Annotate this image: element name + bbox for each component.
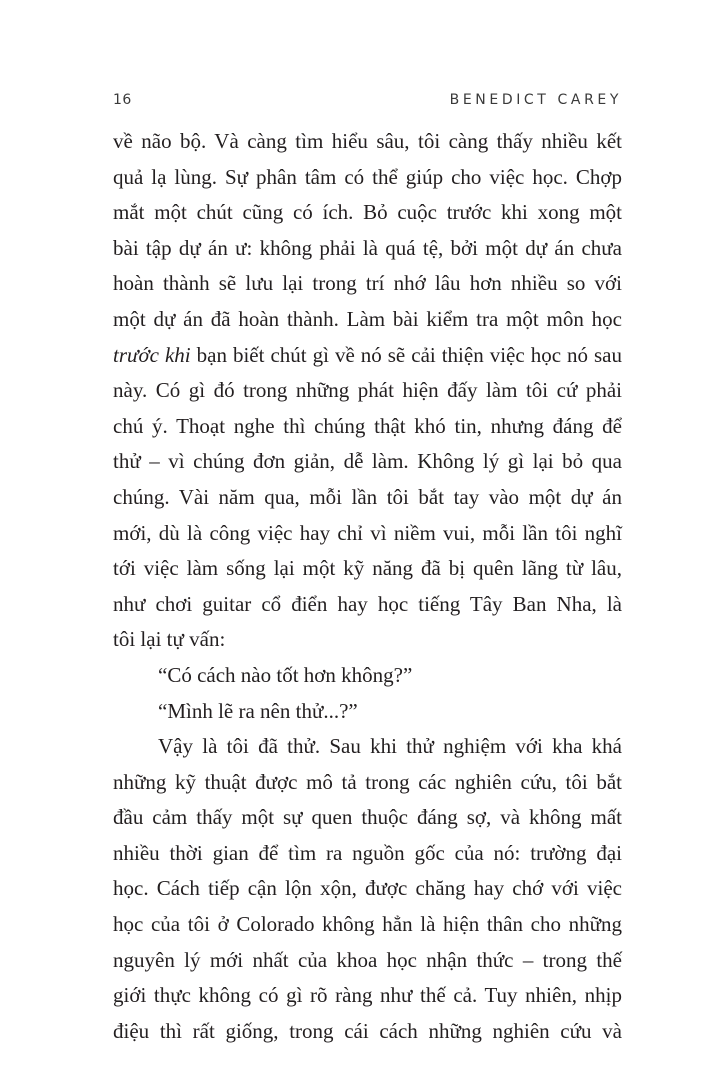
- text-line: điệu thì rất giống, trong cái cách những nghiên cứu và: [113, 1018, 622, 1043]
- running-head-author: BENEDICT CAREY: [449, 92, 622, 108]
- paragraph: [113, 124, 622, 658]
- text-line: bài tập dự án ư: không phải là quá tệ, bởi một dự án chưa: [113, 235, 622, 260]
- text-line: chú ý. Thoạt nghe thì chúng thật khó tin, nhưng đáng để: [113, 413, 622, 438]
- quote-line: “Mình lẽ ra nên thử...?”: [158, 698, 358, 723]
- text-line: nhiều thời gian để tìm ra nguồn gốc của nó: trường đại: [113, 840, 622, 865]
- text-line: về não bộ. Và càng tìm hiểu sâu, tôi càng thấy nhiều kết: [113, 129, 622, 153]
- text-line: mới, dù là công việc hay chỉ vì niềm vui, mỗi lần tôi nghĩ: [113, 520, 622, 545]
- quote-line: “Có cách nào tốt hơn không?”: [158, 662, 413, 687]
- page-header: [113, 92, 622, 114]
- text-line: tới việc làm sống lại một kỹ năng đã bị quên lãng từ lâu,: [113, 556, 622, 581]
- paragraph: [113, 729, 622, 1049]
- text-line: Vậy là tôi đã thử. Sau khi thử nghiệm với kha khá: [158, 734, 622, 759]
- text-line: một dự án đã hoàn thành. Làm bài kiểm tra một môn học: [113, 306, 622, 331]
- text-line: học. Cách tiếp cận lộn xộn, được chăng hay chớ với việc: [113, 876, 622, 901]
- text-line: học của tôi ở Colorado không hẳn là hiện thân cho những: [113, 912, 622, 937]
- text-line: như chơi guitar cổ điển hay học tiếng Tây Ban Nha, là: [113, 591, 622, 616]
- text-span: bạn biết chút gì về nó sẽ cải thiện việc học nó sau: [190, 342, 622, 367]
- text-line: [113, 338, 622, 374]
- text-line: quả lạ lùng. Sự phân tâm có thể giúp cho việc học. Chợp: [113, 164, 622, 189]
- text-line: mắt một chút cũng có ích. Bỏ cuộc trước khi xong một: [113, 200, 622, 225]
- emphasis-text: trước khi: [113, 342, 191, 367]
- text-line: thử – vì chúng đơn giản, dễ làm. Không lý gì lại bỏ qua: [113, 449, 622, 474]
- body-text: [113, 124, 622, 1049]
- text-line: những kỹ thuật được mô tả trong các nghiên cứu, tôi bắt: [113, 769, 622, 794]
- text-line: nguyên lý mới nhất của khoa học nhận thức – trong thế: [113, 947, 622, 972]
- text-line: này. Có gì đó trong những phát hiện đấy làm tôi cứ phải: [113, 378, 622, 403]
- text-line: đầu cảm thấy một sự quen thuộc đáng sợ, và không mất: [113, 805, 622, 830]
- text-line: giới thực không có gì rõ ràng như thế cả. Tuy nhiên, nhịp: [113, 983, 622, 1008]
- text-line: chúng. Vài năm qua, mỗi lần tôi bắt tay vào một dự án: [113, 484, 622, 509]
- text-line: tôi lại tự vấn:: [113, 627, 226, 652]
- text-line: hoàn thành sẽ lưu lại trong trí nhớ lâu hơn nhiều so với: [113, 271, 622, 296]
- page-number: 16: [113, 92, 132, 108]
